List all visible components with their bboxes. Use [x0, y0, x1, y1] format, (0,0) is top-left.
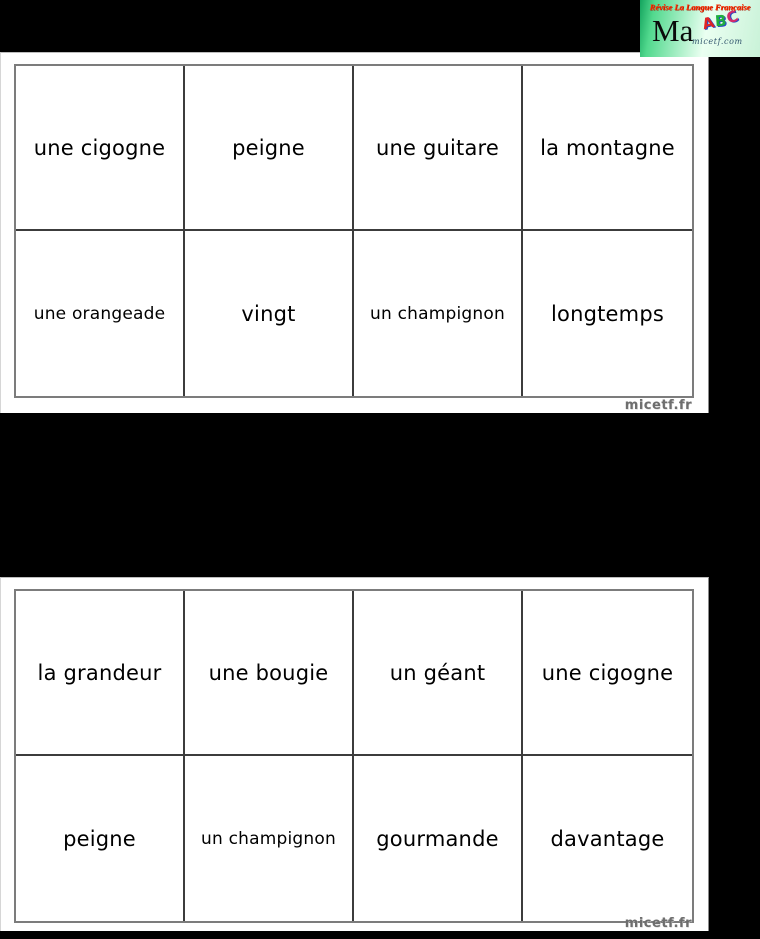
word-label: une bougie — [208, 660, 329, 685]
word-cell — [354, 66, 523, 231]
word-cell — [16, 66, 185, 231]
bingo-card-1 — [0, 52, 709, 413]
word-cell — [185, 591, 354, 756]
card-footer-url: micetf.fr — [624, 398, 692, 413]
word-cell — [185, 231, 354, 396]
word-cell — [523, 756, 692, 921]
word-cell — [16, 591, 185, 756]
abc-letter-a: A — [700, 12, 717, 34]
word-cell — [185, 756, 354, 921]
logo-site-url: micetf.com — [692, 37, 743, 46]
word-cell — [16, 231, 185, 396]
bingo-card-2 — [0, 577, 709, 931]
word-label: un géant — [389, 660, 486, 685]
word-label: la grandeur — [37, 660, 162, 685]
word-label: une orangeade — [33, 303, 166, 324]
word-cell — [523, 231, 692, 396]
word-label: longtemps — [550, 301, 664, 326]
word-label: une cigogne — [541, 660, 674, 685]
word-label: la montagne — [540, 135, 675, 160]
word-label: un champignon — [201, 828, 336, 849]
abc-letter-c: C — [723, 6, 742, 28]
word-cell — [16, 756, 185, 921]
word-cell — [185, 66, 354, 231]
word-label: peigne — [232, 135, 305, 160]
word-label: un champignon — [370, 303, 505, 324]
word-cell — [354, 231, 523, 396]
word-cell — [523, 591, 692, 756]
word-cell — [523, 66, 692, 231]
word-grid-1 — [14, 64, 694, 398]
word-label: peigne — [63, 826, 136, 851]
word-label: gourmande — [376, 826, 499, 851]
word-label: une guitare — [375, 135, 500, 160]
logo-brand-text: Ma — [652, 13, 694, 48]
word-cell — [354, 756, 523, 921]
site-logo — [640, 0, 760, 57]
word-label: vingt — [241, 301, 296, 326]
card-footer-url: micetf.fr — [624, 916, 692, 931]
logo-tagline: Révise La Langue Française — [649, 2, 751, 12]
word-cell — [354, 591, 523, 756]
word-grid-2 — [14, 589, 694, 923]
word-label: davantage — [550, 826, 665, 851]
word-label: une cigogne — [33, 135, 166, 160]
abc-letter-b: B — [714, 11, 728, 31]
